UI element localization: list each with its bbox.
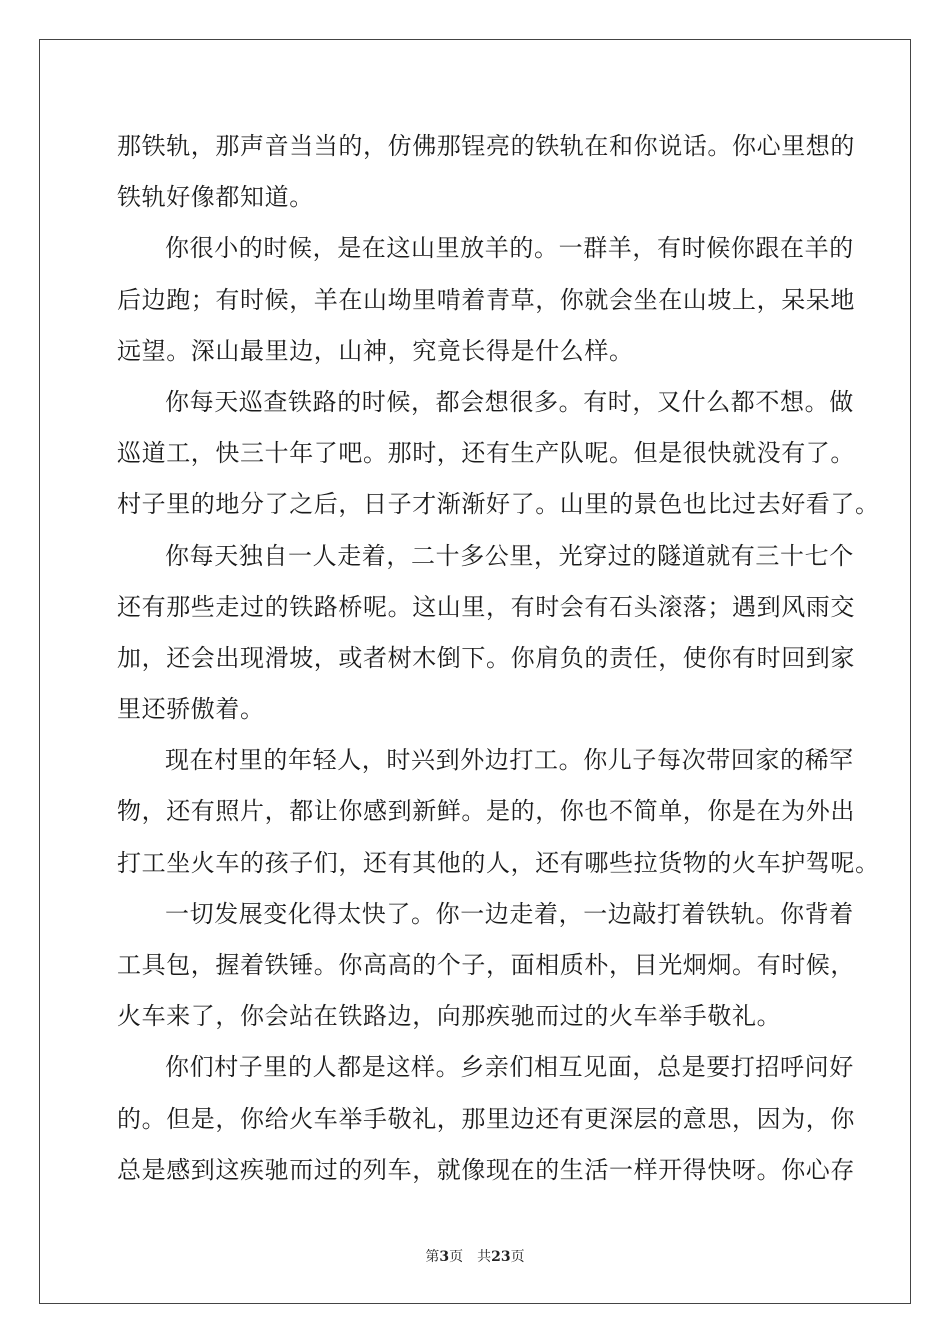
text-line: 那铁轨，那声音当当的，仿佛那锃亮的铁轨在和你说话。你心里想的 <box>117 132 855 160</box>
text-line: 一切发展变化得太快了。你一边走着，一边敲打着铁轨。你背着 <box>165 899 854 928</box>
text-line: 你们村子里的人都是这样。乡亲们相互见面，总是要打招呼问好 <box>165 1053 854 1082</box>
text-line: 村子里的地分了之后，日子才渐渐好了。山里的景色也比过去好看了。 <box>117 490 880 519</box>
text-line: 加，还会出现滑坡，或者树木倒下。你肩负的责任，使你有时回到家 <box>117 643 855 672</box>
text-line: 你每天独自一人走着，二十多公里，光穿过的隧道就有三十七个 <box>165 541 854 570</box>
document-body <box>117 126 880 1201</box>
text-line: 的。但是，你给火车举手敬礼，那里边还有更深层的意思，因为，你 <box>117 1104 855 1133</box>
total-prefix: 共 <box>477 1249 492 1265</box>
text-line: 你很小的时候，是在这山里放羊的。一群羊，有时候你跟在羊的 <box>165 234 854 263</box>
text-line: 铁轨好像都知道。 <box>117 183 314 212</box>
text-line: 物，还有照片，都让你感到新鲜。是的，你也不简单，你是在为外出 <box>117 797 855 826</box>
text-line: 工具包，握着铁锤。你高高的个子，面相质朴，目光炯炯。有时候， <box>117 951 855 979</box>
text-line: 总是感到这疾驰而过的列车，就像现在的生活一样开得快呀。你心存 <box>117 1155 855 1184</box>
text-line: 还有那些走过的铁路桥呢。这山里，有时会有石头滚落；遇到风雨交 <box>117 592 855 621</box>
page-footer <box>0 1246 950 1266</box>
total-page-number: 23 <box>491 1249 511 1265</box>
current-page-number: 3 <box>439 1249 450 1265</box>
total-suffix: 页 <box>510 1249 525 1265</box>
text-line: 你每天巡查铁路的时候，都会想很多。有时，又什么都不想。做 <box>165 387 854 416</box>
text-line: 巡道工，快三十年了吧。那时，还有生产队呢。但是很快就没有了。 <box>117 439 855 468</box>
text-line: 火车来了，你会站在铁路边，向那疾驰而过的火车举手敬礼。 <box>117 1002 782 1031</box>
text-line: 远望。深山最里边，山神，究竟长得是什么样。 <box>117 336 634 365</box>
page-suffix: 页 <box>449 1249 464 1265</box>
text-line: 打工坐火车的孩子们，还有其他的人，还有哪些拉货物的火车护驾呢。 <box>117 848 880 877</box>
text-line: 后边跑；有时候，羊在山坳里啃着青草，你就会坐在山坡上，呆呆地 <box>117 285 855 314</box>
text-line: 现在村里的年轻人，时兴到外边打工。你儿子每次带回家的稀罕 <box>165 746 854 775</box>
text-line: 里还骄傲着。 <box>117 695 265 724</box>
page-prefix: 第 <box>425 1249 440 1265</box>
